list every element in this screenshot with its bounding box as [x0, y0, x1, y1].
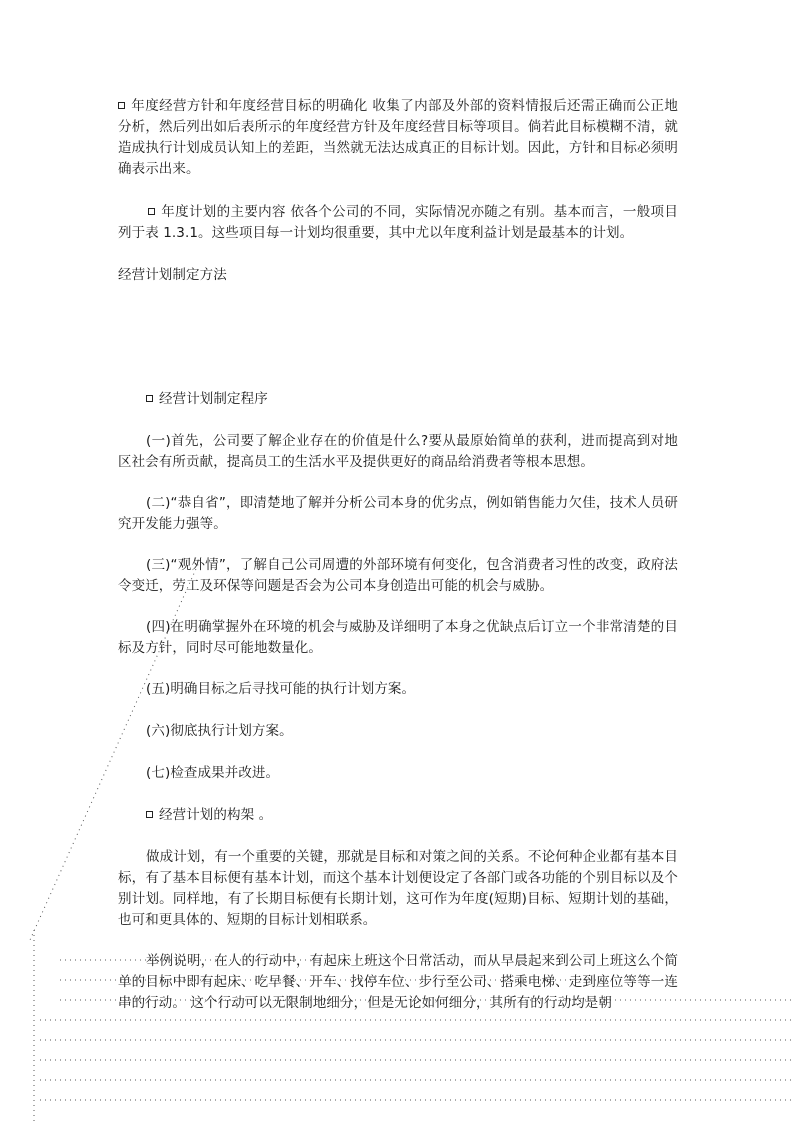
paragraph-annual-policy: 年度经营方针和年度经营目标的明确化 收集了内部及外部的资料情报后还需正确而公正地分析，然后列出如后表所示的年度经营方针及年度经营目标等项目。倘若此目标模糊不清，就造成执行计划成员认知上的差距，当然就无法达成真正的目标计划。因此，方针和目标必须明确表示出来。 [118, 98, 678, 177]
square-bullet-icon [146, 811, 153, 818]
step-5: (五)明确目标之后寻找可能的执行计划方案。 [146, 681, 416, 697]
step-3: (三)“观外情”，了解自己公司周遭的外部环境有何变化，包含消费者习性的改变，政府法令变迁，劳工及环保等问题是否会为公司本身创造出可能的机会与威胁。 [118, 557, 678, 594]
section-heading-framework: 经营计划的构架 。 [118, 805, 678, 826]
square-bullet-icon [146, 395, 153, 402]
step-7: (七)检查成果并改进。 [146, 765, 280, 781]
paragraph-example: 举例说明，在人的行动中，有起床上班这个日常活动，而从早晨起来到公司上班这么个简单的目标中即有起床、吃早餐、开车、找停车位、步行至公司、搭乘电梯、走到座位等等一连串的行动。 这个行动可以无限制地细分，但是无论如何细分，其所有的行动均是朝 [118, 953, 678, 1011]
square-bullet-icon [148, 208, 155, 215]
square-bullet-icon [118, 102, 125, 109]
paragraph-plan-framework: 做成计划，有一个重要的关键，那就是目标和对策之间的关系。不论何种企业都有基本目标，有了基本目标便有基本计划，而这个基本计划便设定了各部门或各功能的个别目标以及个别计划。同样地，有了长期目标便有长期计划，这可作为年度(短期)目标、短期计划的基础，也可和更具体的、短期的目标计划相联系。 [118, 849, 678, 928]
paragraph-annual-plan-content: 年度计划的主要内容 依各个公司的不同，实际情况亦随之有别。基本而言，一般项目列于表 1.3.1。这些项目每一计划均很重要，其中尤以年度利益计划是最基本的计划。 [118, 204, 678, 241]
section-heading-method: 经营计划制定方法 [118, 267, 227, 283]
step-2: (二)“恭自省”，即清楚地了解并分析公司本身的优劣点，例如销售能力欠佳，技术人员研究开发能力强等。 [118, 495, 678, 532]
step-1: (一)首先，公司要了解企业存在的价值是什么?要从最原始简单的获利，进而提高到对地区社会有所贡献，提高员工的生活水平及提供更好的商品给消费者等根本思想。 [118, 433, 678, 470]
section-heading-procedure: 经营计划制定程序 [118, 389, 678, 410]
step-4: (四)在明确掌握外在环境的机会与威胁及详细明了本身之优缺点后订立一个非常清楚的目标及方针，同时尽可能地数量化。 [118, 619, 678, 656]
step-6: (六)彻底执行计划方案。 [146, 723, 293, 739]
